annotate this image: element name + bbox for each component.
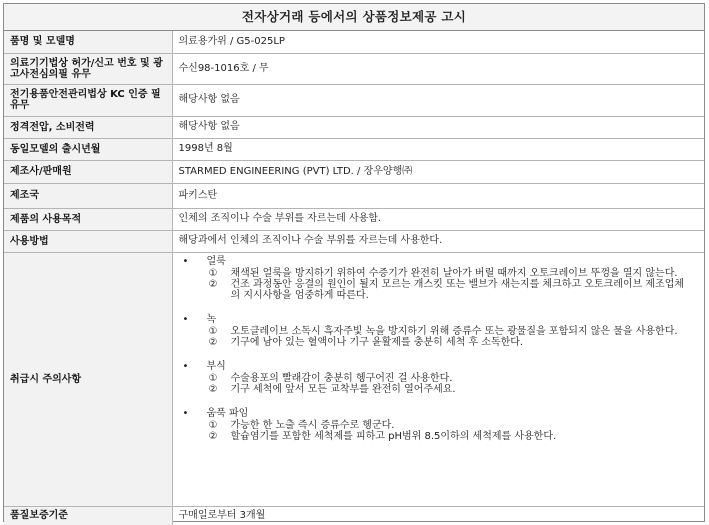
caution-section-stain — [181, 256, 699, 301]
item-text: 할슘염기를 포함한 세척제를 피하고 pH범위 8.5이하의 세척제를 사용한다. — [230, 430, 557, 442]
item-text: 채색된 얼룩을 방지하기 위하여 수증기가 완전히 날아가 버릴 때까지 오토크레이브 뚜껑을 열지 않는다. — [230, 267, 678, 279]
row-label-model: 품명 및 모델명 — [4, 31, 172, 53]
item-number: ① — [208, 267, 218, 279]
list-item — [181, 279, 699, 301]
bullet-icon: • — [182, 255, 189, 267]
list-item — [181, 431, 699, 442]
caution-content — [172, 252, 704, 506]
list-item — [181, 384, 699, 395]
bullet-icon: • — [182, 313, 189, 325]
row-value-kc: 해당사항 없음 — [172, 84, 704, 116]
list-item — [181, 337, 699, 348]
caution-section-corrosion — [181, 361, 699, 395]
item-number: ① — [208, 325, 218, 337]
section-title: 부식 — [206, 360, 226, 372]
table-row — [4, 31, 704, 53]
table-row — [4, 183, 704, 208]
list-item — [181, 373, 699, 384]
item-text: 수술용포의 빨래감이 충분히 헹구어진 걸 사용한다. — [230, 372, 453, 384]
row-value-usage: 해당과에서 인체의 조직이나 수술 부위를 자르는데 사용한다. — [172, 230, 704, 252]
row-value-release: 1998년 8월 — [172, 138, 704, 160]
info-table — [4, 31, 704, 525]
item-text: 가능한 한 노출 즉시 증류수로 헹군다. — [230, 419, 395, 431]
section-title: 움푹 파임 — [206, 407, 249, 419]
item-number: ① — [208, 419, 218, 431]
item-number: ② — [208, 430, 218, 442]
table-row — [4, 53, 704, 84]
caution-section-pitting — [181, 408, 699, 442]
list-item — [181, 326, 699, 337]
item-text: 건조 과정동안 응결의 원인이 될지 모르는 개스킷 또는 밸브가 새는지를 체크하고 오토크레이브 제조업체의 지시사항을 엄중하게 따른다. — [230, 278, 685, 301]
table-row — [4, 138, 704, 160]
item-text: 기구에 남아 있는 혈액이나 기구 윤활제를 충분히 세척 후 소독한다. — [230, 336, 524, 348]
table-row — [4, 208, 704, 230]
bullet-icon: • — [182, 360, 189, 372]
row-value-voltage: 해당사항 없음 — [172, 116, 704, 138]
row-value-maker: STARMED ENGINEERING (PVT) LTD. / 장우양행㈜ — [172, 160, 704, 183]
table-row — [4, 116, 704, 138]
row-label-maker: 제조사/판매원 — [4, 160, 172, 183]
item-text: 오토클레이브 소독시 흑자주빛 녹을 방지하기 위해 증류수 또는 광물질을 포함되지 않은 물을 사용한다. — [230, 325, 678, 337]
list-item — [181, 268, 699, 279]
table-row — [4, 230, 704, 252]
bullet-icon: • — [182, 407, 189, 419]
row-label-license: 의료기기법상 허가/신고 번호 및 광고사전심의필 유무 — [4, 53, 172, 84]
item-number: ② — [208, 383, 218, 395]
row-label-kc: 전기용품안전관리법상 KC 인증 필 유무 — [4, 84, 172, 116]
table-row — [4, 252, 704, 506]
notice-title: 전자상거래 등에서의 상품정보제공 고시 — [4, 4, 704, 31]
item-number: ② — [208, 336, 218, 348]
table-row — [4, 84, 704, 116]
section-title: 녹 — [206, 313, 217, 325]
list-item — [181, 420, 699, 431]
row-value-warranty: 구매일로부터 3개월 — [178, 509, 266, 521]
row-label-caution: 취급시 주의사항 — [4, 252, 172, 506]
item-number: ① — [208, 372, 218, 384]
row-value-country: 파키스탄 — [172, 183, 704, 208]
caution-section-rust — [181, 314, 699, 348]
row-label-country: 제조국 — [4, 183, 172, 208]
product-info-notice — [3, 3, 705, 522]
row-label-usage: 사용방법 — [4, 230, 172, 252]
row-label-release: 동일모델의 출시년월 — [4, 138, 172, 160]
row-label-purpose: 제품의 사용목적 — [4, 208, 172, 230]
table-row — [4, 506, 704, 525]
row-value-license: 수신98-1016호 / 무 — [172, 53, 704, 84]
item-number: ② — [208, 278, 218, 290]
section-title: 얼룩 — [206, 255, 226, 267]
table-row — [4, 160, 704, 183]
item-text: 기구 세척에 앞서 모든 교착부를 완전히 열어주세요. — [230, 383, 456, 395]
row-value-model: 의료용가위 / G5-025LP — [172, 31, 704, 53]
row-label-voltage: 정격전압, 소비전력 — [4, 116, 172, 138]
row-value-purpose: 인체의 조직이나 수술 부위를 자르는데 사용함. — [172, 208, 704, 230]
row-label-warranty: 품질보증기준 — [4, 506, 172, 525]
